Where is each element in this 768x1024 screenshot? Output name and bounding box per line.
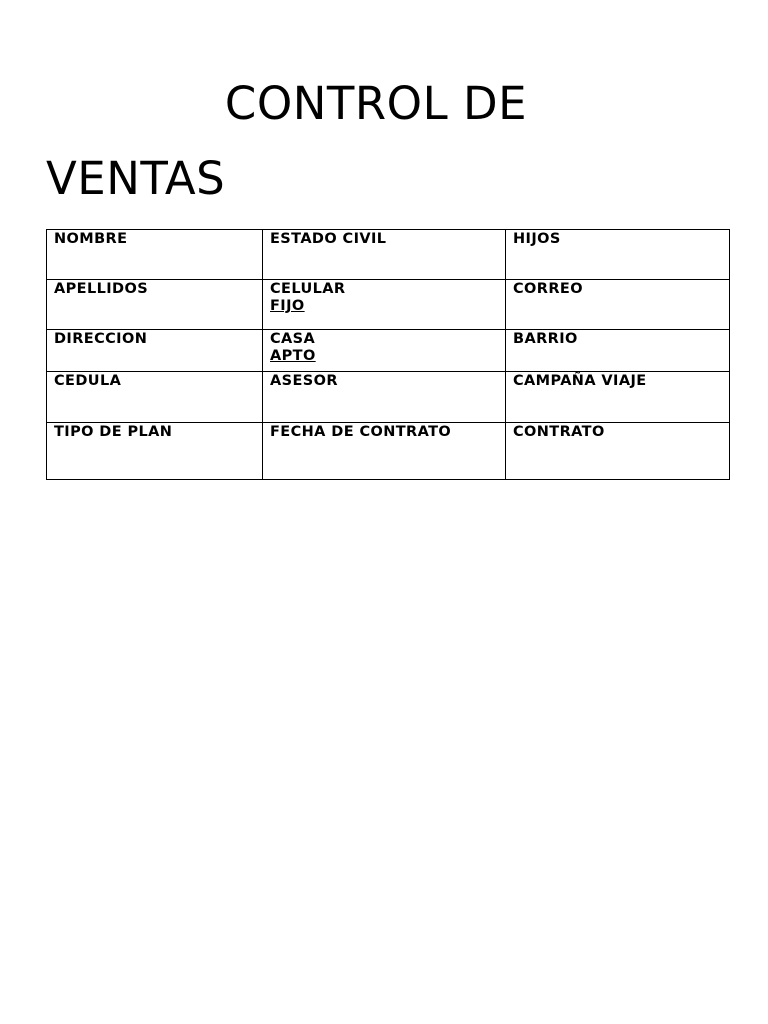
field-cell-estado-civil	[263, 230, 506, 280]
field-label: DIRECCION	[54, 331, 148, 347]
field-cell-contrato	[506, 423, 730, 480]
field-sublabel: APTO	[270, 348, 316, 364]
field-cell-asesor	[263, 372, 506, 423]
field-cell-direccion	[47, 330, 263, 372]
field-label: CORREO	[513, 281, 583, 297]
table-row	[47, 330, 730, 372]
table-row	[47, 423, 730, 480]
field-label: FECHA DE CONTRATO	[270, 424, 452, 440]
field-cell-nombre	[47, 230, 263, 280]
field-label: CEDULA	[54, 373, 122, 389]
field-label: CONTRATO	[513, 424, 605, 440]
field-label: ASESOR	[270, 373, 338, 389]
field-label: CASA	[270, 331, 316, 347]
document-title-line-2: VENTAS	[46, 152, 226, 205]
field-label: BARRIO	[513, 331, 578, 347]
table-row	[47, 372, 730, 423]
field-cell-campana-viaje	[506, 372, 730, 423]
field-cell-barrio	[506, 330, 730, 372]
field-cell-hijos	[506, 230, 730, 280]
field-cell-correo	[506, 280, 730, 330]
field-label: ESTADO CIVIL	[270, 231, 387, 247]
field-cell-apellidos	[47, 280, 263, 330]
field-cell-casa	[263, 330, 506, 372]
field-label: NOMBRE	[54, 231, 128, 247]
field-sublabel: FIJO	[270, 298, 305, 314]
sales-control-table	[46, 229, 730, 480]
field-label: APELLIDOS	[54, 281, 149, 297]
field-label: CELULAR	[270, 281, 346, 297]
field-label: CAMPAÑA VIAJE	[513, 373, 647, 389]
field-cell-celular	[263, 280, 506, 330]
field-label: HIJOS	[513, 231, 561, 247]
table-row	[47, 280, 730, 330]
field-cell-cedula	[47, 372, 263, 423]
field-cell-fecha-de-contrato	[263, 423, 506, 480]
table-row	[47, 230, 730, 280]
field-label: TIPO DE PLAN	[54, 424, 173, 440]
document-title-line-1: CONTROL DE	[224, 77, 528, 130]
field-cell-tipo-de-plan	[47, 423, 263, 480]
